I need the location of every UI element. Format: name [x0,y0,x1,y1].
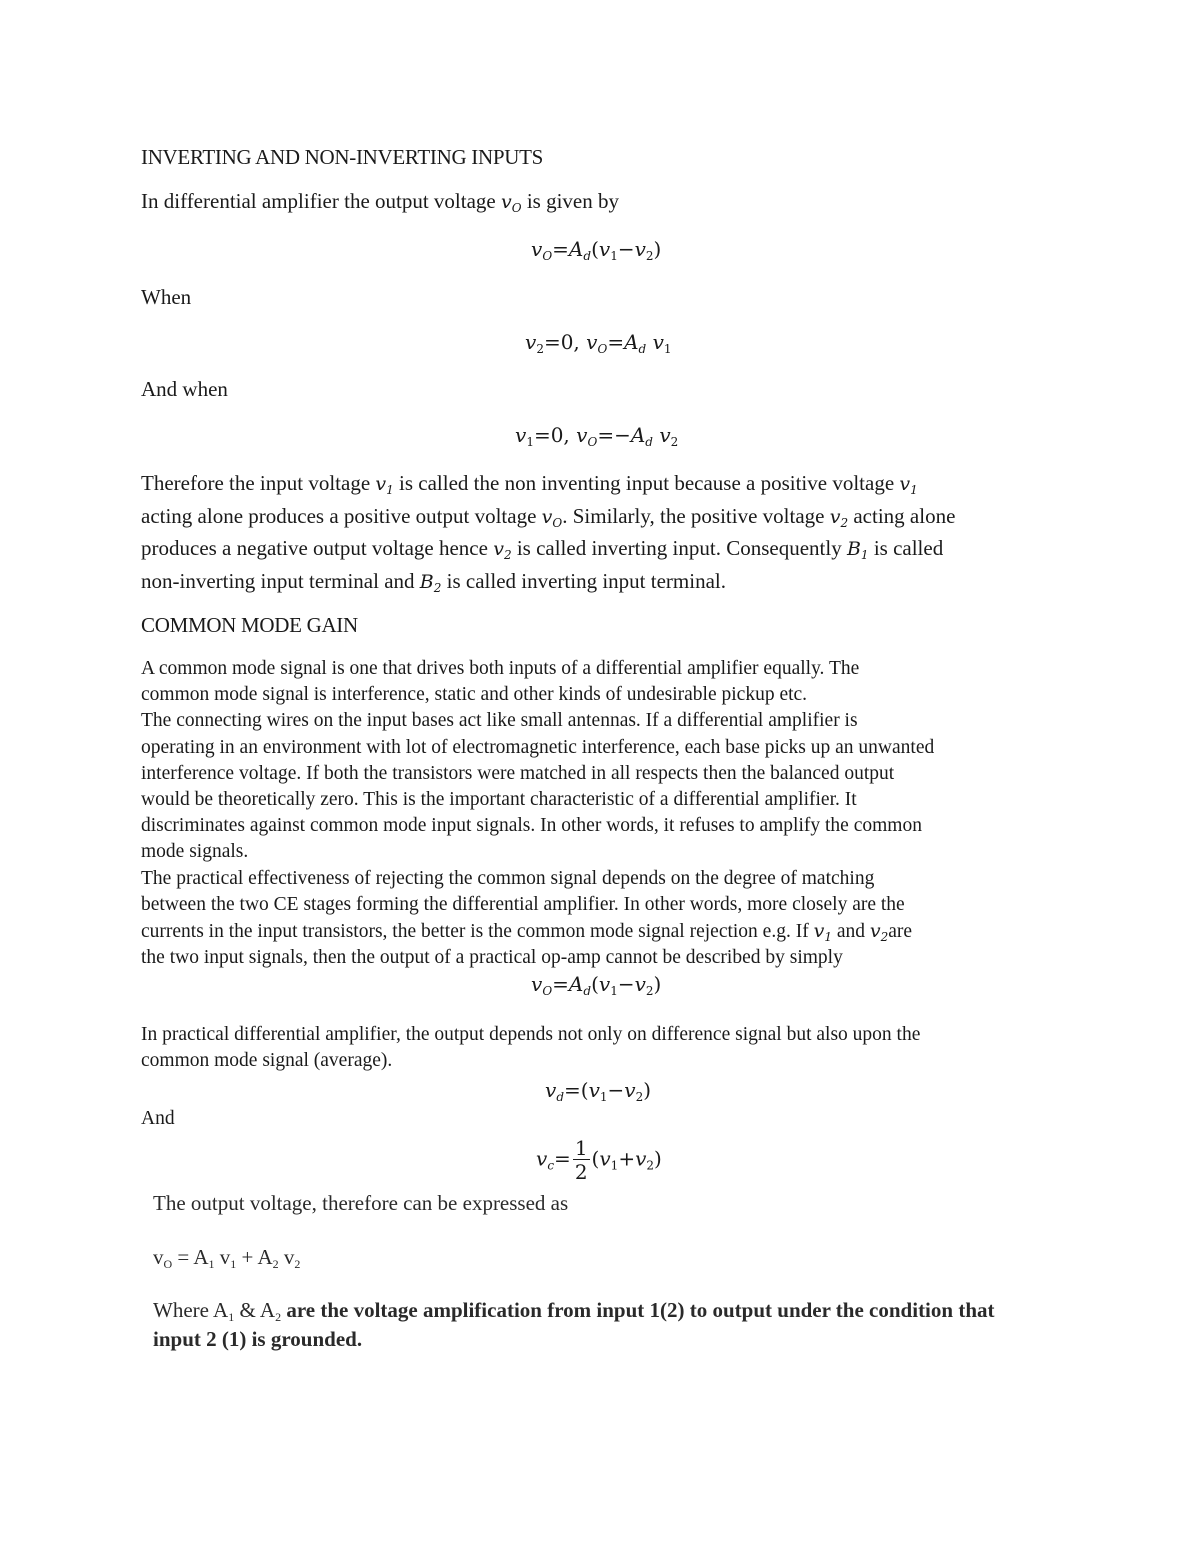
when-label: When [141,285,192,309]
scan-output-equation: $v_O = A_1$ $v_1 + A_2$ $v_2$ [153,1245,301,1271]
para1-line-3: produces a negative output voltage hence $v_2$ is called inverting input. Consequently $B_1$ is called [141,536,944,562]
para3-line-2: common mode signal (average). [141,1050,393,1072]
paragraph-practical [141,1022,920,1074]
scan-where-line-2: input 2 (1) is grounded. [153,1327,363,1351]
symbol-vo: $v_O$ [501,191,522,215]
para2-line: discriminates against common mode input signals. In other words, it refuses to amplify the common [141,815,922,837]
heading-inverting-inputs: INVERTING AND NON-INVERTING INPUTS [141,145,543,169]
para2-line: operating in an environment with lot of electromagnetic interference, each base picks up an unwanted [141,736,935,758]
intro-text: In differential amplifier the output voltage [141,189,496,213]
para2-line: The practical effectiveness of rejecting the common signal depends on the degree of matching [141,867,875,889]
para2-line: between the two CE stages forming the differential amplifier. In other words, more closely are the [141,893,905,915]
para3-line-1: In practical differential amplifier, the output depends not only on difference signal but also upon the [141,1024,921,1045]
fraction-one-half: $\frac{1}{2}$ [574,1136,588,1184]
scan-where-line-1: Where $A_1$ & $A_2$ are the voltage amplification from input 1(2) to output under the condition that [153,1298,995,1324]
scan-where-statement [153,1296,995,1354]
equation-v1-zero: $v_1=0$, $v_O=-A_d$ $v_2$ [515,423,679,449]
and-when-label: And when [141,377,228,401]
para1-line-2: acting alone produces a positive output voltage $v_O$. Similarly, the positive voltage $v_2$ acting alone [141,503,956,530]
para1-line-1: Therefore the input voltage $v_1$ is called the non inventing input because a positive voltage $v_1$ [141,471,918,497]
heading-common-mode-gain: COMMON MODE GAIN [141,613,358,637]
scan-output-expressed: The output voltage, therefore can be expressed as [153,1191,569,1215]
and-label: And [141,1108,175,1129]
intro-sentence [141,186,619,219]
equation-output-voltage: $v_O=A_d(v_1-v_2)$ [531,237,662,263]
para2-line: common mode signal is interference, static and other kinds of undesirable pickup etc. [141,684,808,706]
intro-tail: is given by [526,189,619,213]
equation-common-signal: $v_c=$ $\frac{1}{2}$ $(v_1+v_2)$ [536,1136,662,1184]
para2-line: would be theoretically zero. This is the important characteristic of a differential amplifier. It [141,789,857,811]
equation-output-voltage-repeat: $v_O=A_d(v_1-v_2)$ [531,972,662,998]
equation-v2-zero: $v_2=0$, $v_O=A_d$ $v_1$ [525,330,672,356]
equation-difference-signal: $v_d=(v_1-v_2)$ [545,1078,652,1104]
para2-line: currents in the input transistors, the better is the common mode signal rejection e.g. If $v_1$ and $v_2are$ [141,920,913,945]
para2-line: mode signals. [141,841,249,863]
para2-line: interference voltage. If both the transistors were matched in all respects then the balanced output [141,762,895,784]
para2-line: the two input signals, then the output of a practical op-amp cannot be described by simply [141,947,843,969]
para2-line: A common mode signal is one that drives both inputs of a differential amplifier equally. The [141,658,860,679]
paragraph-inverting [141,468,955,598]
para1-line-4: non-inverting input terminal and $B_2$ is called inverting input terminal. [141,568,726,595]
para2-line: The connecting wires on the input bases act like small antennas. If a differential amplifier is [141,710,858,732]
paragraph-common-mode [141,656,934,971]
